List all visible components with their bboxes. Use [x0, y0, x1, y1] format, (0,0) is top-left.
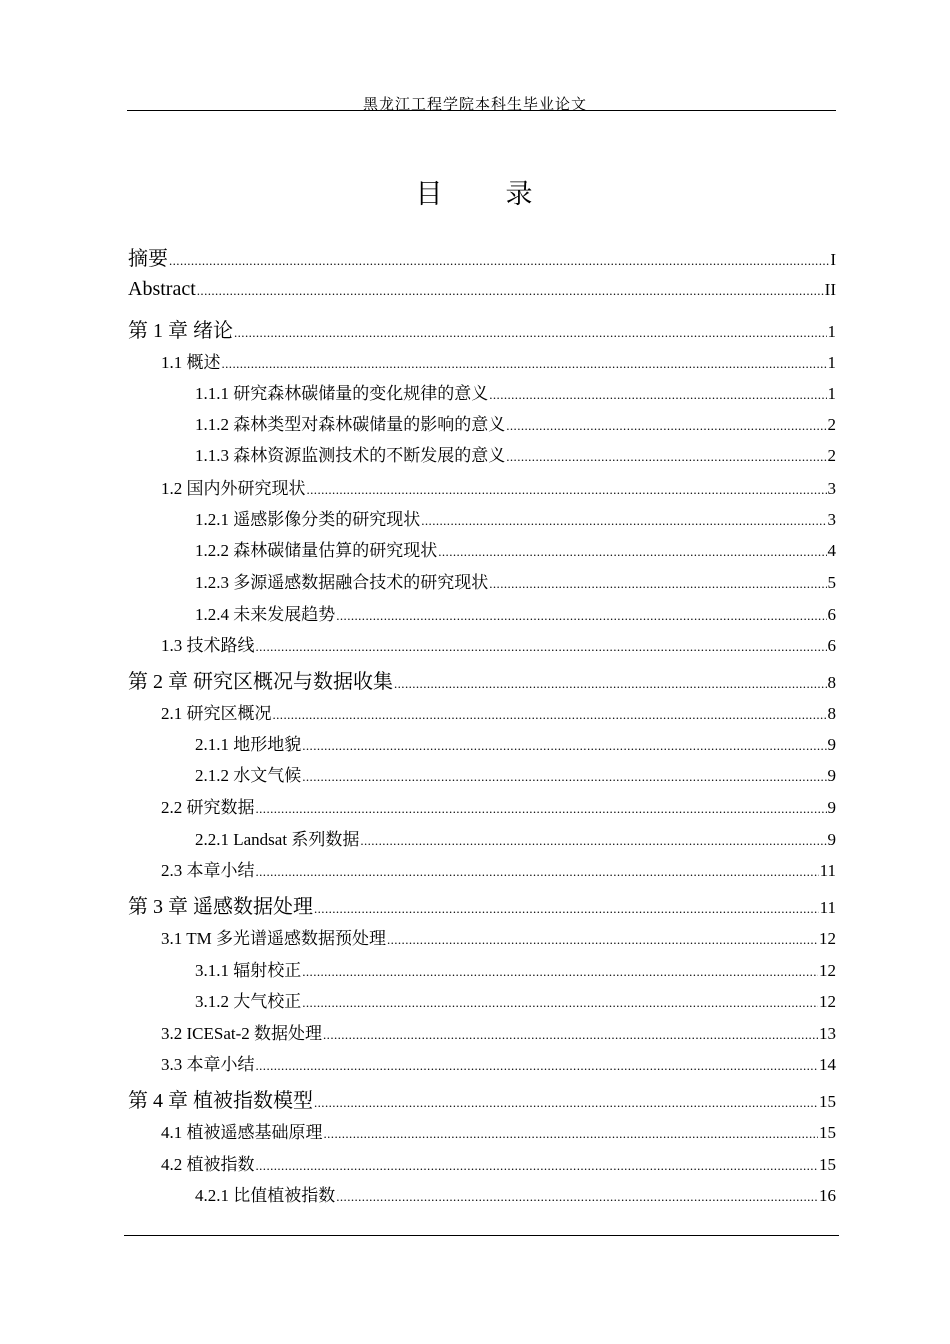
toc-entry-label: 1.2.1 遥感影像分类的研究现状 — [195, 510, 421, 529]
toc-entry-page-number: 3 — [827, 479, 836, 498]
toc-entry-label: 2.2.1 Landsat 系列数据 — [195, 830, 360, 849]
dot-leader — [302, 995, 818, 1011]
toc-entry-page-number: 9 — [827, 735, 836, 754]
toc-entry-label: 1.2.2 森林碳储量估算的研究现状 — [195, 541, 438, 560]
toc-entry-label: 3.1 TM 多光谱遥感数据预处理 — [161, 929, 386, 948]
toc-entry-label: 3.1.1 辐射校正 — [195, 961, 302, 980]
dot-leader — [256, 864, 819, 880]
dot-leader — [197, 283, 824, 299]
dot-leader — [506, 418, 826, 434]
dot-leader — [489, 576, 826, 592]
toc-entry-subsection[interactable] — [195, 987, 836, 1012]
dot-leader — [506, 449, 826, 465]
toc-entry-section[interactable] — [161, 1118, 836, 1143]
toc-entry-page-number: 1 — [827, 322, 836, 341]
toc-entry-chapter[interactable] — [128, 665, 836, 694]
dot-leader — [314, 1095, 818, 1111]
toc-entry-label: 2.1 研究区概况 — [161, 704, 272, 723]
dot-leader — [421, 513, 826, 529]
dot-leader — [256, 1058, 819, 1074]
toc-entry-label: 4.2 植被指数 — [161, 1155, 255, 1174]
dot-leader — [323, 1027, 818, 1043]
toc-entry-label: 1.2 国内外研究现状 — [161, 479, 306, 498]
toc-entry-subsection[interactable] — [195, 956, 836, 981]
footer-rule — [124, 1235, 839, 1236]
toc-entry-subsection[interactable] — [195, 536, 836, 561]
dot-leader — [387, 932, 818, 948]
dot-leader — [438, 544, 826, 560]
toc-entry-section[interactable] — [161, 1019, 836, 1044]
toc-entry-label: 1.1 概述 — [161, 353, 221, 372]
toc-entry-page-number: 5 — [827, 573, 836, 592]
toc-entry-page-number: 8 — [827, 673, 836, 692]
toc-entry-label: 2.1.2 水文气候 — [195, 766, 302, 785]
toc-entry-page-number: 14 — [819, 1055, 836, 1074]
dot-leader — [336, 1189, 818, 1205]
toc-entry-label: Abstract — [128, 278, 196, 300]
toc-entry-page-number: 4 — [827, 541, 836, 560]
toc-entry-chapter[interactable] — [128, 242, 836, 271]
dot-leader — [394, 676, 827, 692]
toc-entry-section[interactable] — [161, 631, 836, 656]
dot-leader — [360, 833, 826, 849]
dot-leader — [302, 738, 826, 754]
toc-entry-label: 第 1 章 绪论 — [128, 320, 233, 342]
toc-entry-label: 1.1.3 森林资源监测技术的不断发展的意义 — [195, 446, 506, 465]
toc-entry-label: 第 2 章 研究区概况与数据收集 — [128, 671, 393, 693]
toc-entry-page-number: 12 — [819, 961, 836, 980]
toc-entry-subsection[interactable] — [195, 505, 836, 530]
toc-entry-label: 4.2.1 比值植被指数 — [195, 1186, 336, 1205]
dot-leader — [222, 356, 827, 372]
toc-entry-page-number: 3 — [827, 510, 836, 529]
toc-entry-section[interactable] — [161, 793, 836, 818]
running-header: 黑龙江工程学院本科生毕业论文 — [362, 97, 587, 113]
dot-leader — [489, 387, 826, 403]
toc-entry-page-number: 6 — [827, 605, 836, 624]
toc-entry-subsection[interactable] — [195, 568, 836, 593]
toc-entry-page-number: 15 — [819, 1155, 836, 1174]
toc-entry-page-number: 15 — [819, 1123, 836, 1142]
toc-entry-page-number: 9 — [827, 830, 836, 849]
toc-entry-section[interactable] — [161, 1050, 836, 1075]
dot-leader — [314, 901, 819, 917]
toc-entry-label: 1.3 技术路线 — [161, 636, 255, 655]
dot-leader — [302, 964, 818, 980]
toc-entry-page-number: 11 — [819, 861, 836, 880]
toc-entry-subsection[interactable] — [195, 825, 836, 850]
toc-entry-subsection[interactable] — [195, 730, 836, 755]
toc-entry-page-number: 9 — [827, 798, 836, 817]
toc-entry-label: 2.3 本章小结 — [161, 861, 255, 880]
toc-entry-label: 1.2.3 多源遥感数据融合技术的研究现状 — [195, 573, 489, 592]
toc-entry-page-number: 8 — [827, 704, 836, 723]
toc-entry-page-number: 2 — [827, 446, 836, 465]
toc-entry-label: 1.1.2 森林类型对森林碳储量的影响的意义 — [195, 415, 506, 434]
toc-entry-page-number: 9 — [827, 766, 836, 785]
dot-leader — [307, 482, 827, 498]
dot-leader — [273, 707, 827, 723]
toc-entry-page-number: 1 — [827, 353, 836, 372]
toc-entry-page-number: 13 — [819, 1024, 836, 1043]
dot-leader — [336, 608, 826, 624]
toc-entry-label: 1.2.4 未来发展趋势 — [195, 605, 336, 624]
toc-entry-label: 3.2 ICESat-2 数据处理 — [161, 1024, 323, 1043]
toc-entry-page-number: II — [824, 280, 836, 299]
toc-entry-label: 摘要 — [128, 248, 168, 270]
toc-entry-page-number: 16 — [819, 1186, 836, 1205]
toc-entry-page-number: 11 — [819, 898, 836, 917]
dot-leader — [256, 801, 827, 817]
toc-entry-section[interactable] — [161, 474, 836, 499]
toc-entry-section[interactable] — [161, 348, 836, 373]
dot-leader — [302, 769, 826, 785]
toc-entry-label: 第 3 章 遥感数据处理 — [128, 896, 313, 918]
toc-entry-label: 4.1 植被遥感基础原理 — [161, 1123, 323, 1142]
toc-title: 目 录 — [415, 179, 551, 209]
toc-entry-page-number: 1 — [827, 384, 836, 403]
toc-entry-label: 2.1.1 地形地貌 — [195, 735, 302, 754]
toc-entry-chapter[interactable] — [128, 890, 836, 919]
toc-entry-label: 3.3 本章小结 — [161, 1055, 255, 1074]
toc-entry-section[interactable] — [161, 699, 836, 724]
toc-entry-page-number: 2 — [827, 415, 836, 434]
toc-entry-subsection[interactable] — [195, 600, 836, 625]
dot-leader — [169, 253, 829, 269]
toc-entry-chapter[interactable] — [128, 278, 836, 301]
toc-entry-page-number: 12 — [819, 992, 836, 1011]
toc-entry-label: 第 4 章 植被指数模型 — [128, 1090, 313, 1112]
toc-entry-section[interactable] — [161, 1150, 836, 1175]
toc-entry-page-number: 12 — [819, 929, 836, 948]
toc-entry-section[interactable] — [161, 924, 836, 949]
toc-entry-label: 3.1.2 大气校正 — [195, 992, 302, 1011]
dot-leader — [256, 639, 827, 655]
toc-entry-section[interactable] — [161, 856, 836, 881]
toc-entry-page-number: 15 — [819, 1092, 836, 1111]
dot-leader — [234, 325, 827, 341]
header-rule — [127, 110, 836, 111]
toc-entry-subsection[interactable] — [195, 410, 836, 435]
toc-entry-subsection[interactable] — [195, 761, 836, 786]
toc-entry-subsection[interactable] — [195, 441, 836, 466]
dot-leader — [324, 1126, 819, 1142]
toc-entry-label: 1.1.1 研究森林碳储量的变化规律的意义 — [195, 384, 489, 403]
toc-entry-page-number: 6 — [827, 636, 836, 655]
toc-entry-chapter[interactable] — [128, 1084, 836, 1113]
toc-entry-page-number: I — [830, 250, 836, 269]
toc-entry-chapter[interactable] — [128, 314, 836, 343]
toc-entry-subsection[interactable] — [195, 379, 836, 404]
dot-leader — [256, 1158, 819, 1174]
toc-entry-label: 2.2 研究数据 — [161, 798, 255, 817]
toc-entry-subsection[interactable] — [195, 1181, 836, 1206]
